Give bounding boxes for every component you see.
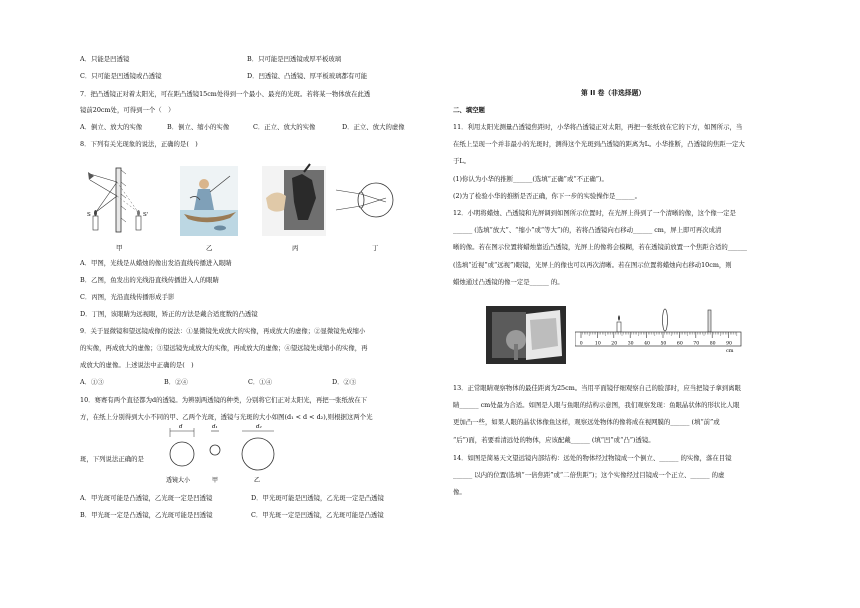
q9-option-a: A．①③ <box>80 378 104 386</box>
ruler-tick-label: 70 <box>693 341 700 347</box>
q13-stem-line2: 睛______ cm处最为合适。如图是人眼与鱼眼的结构示意图，我们观察发现：鱼眼晶状体的形状比人眼 <box>453 401 740 409</box>
q6-option-a: A．只能是凹透镜 <box>80 55 130 63</box>
q9-option-d: D．②③ <box>332 378 357 386</box>
q10-fig-lens-label: 透镜大小 <box>166 477 191 484</box>
q7-option-c: C．正立、放大的实像 <box>253 123 316 131</box>
q7-stem-line1: 7．把凸透镜正对着太阳光，可在距凸透镜15cm处得到一个最小、最亮的光斑。若将某一物体放在此透 <box>80 90 371 98</box>
q12-optical-bench-ruler <box>575 306 745 356</box>
q13-stem-line3: 更加凸一些，如果人眼的晶状体像鱼这样，观察远处物体的像将成在视网膜的______ (填“前”或 <box>453 418 720 426</box>
q8-fig-label-jia: 甲 <box>116 244 123 252</box>
q12-stem-line1: 12．小明将蜡烛、凸透镜和光屏调到如图所示位置时，在光屏上得到了一个清晰的像，这个像一定是 <box>453 209 736 217</box>
q8-fig-bing-hand-shadow-picture <box>262 164 326 236</box>
q10-option-a: A．甲光斑可能是凸透镜，乙光斑一定是凹透镜 <box>80 494 213 502</box>
q10-fig-jia-label: 甲 <box>212 477 219 484</box>
q11-part1: (1)你认为小华的推断______(选填“正确”或“不正确”)。 <box>453 175 608 183</box>
q12-screen <box>708 310 711 332</box>
q11-stem-line2: 在纸上呈现一个并非最小的光斑时，测得这个光斑到凸透镜的距离为L。小华推断，凸透镜的焦距一定大 <box>453 140 745 148</box>
q8-fig-label-yi: 乙 <box>206 244 213 252</box>
q12-stem-line5: 蜡烛通过凸透镜的像一定是______ 的。 <box>453 278 564 286</box>
q14-stem-line1: 14．如图是简易天文望远镜内部结构：远处的物体经过物镜成一个倒立、______ 的实像，落在目镜 <box>453 454 732 462</box>
q10-option-b: B．甲光斑一定是凸透镜，乙光斑可能是凹透镜 <box>80 511 213 519</box>
q10-fig-jia-spot <box>210 445 220 455</box>
q6-option-c: C．只可能是凹透镜或凸透镜 <box>80 72 162 80</box>
q12-stem-line4: (选填“近视”或“远视”)眼镜，光屏上的像也可以再次清晰。若在图示位置将蜡烛向右移动10cm，则 <box>453 261 732 269</box>
q11-stem-line3: 于L。 <box>453 157 471 165</box>
ruler-tick-label: 50 <box>660 341 667 347</box>
q14-stem-line3: 像。 <box>453 488 466 496</box>
q8-option-b: B．乙图，鱼发出的光线沿直线传播进入人的眼睛 <box>80 276 219 284</box>
q9-option-b: B．②④ <box>164 378 188 386</box>
q10-figure <box>162 424 297 486</box>
q10-stem-line3: 斑，下列说法正确的是 <box>80 455 144 463</box>
q8-option-a: A．甲图，光线是从蜡烛的像出发沿直线传播进入眼睛 <box>80 259 232 267</box>
ruler-unit-label: cm <box>726 348 734 354</box>
q8-fig-s-prime-label: S' <box>143 212 149 218</box>
q8-fig-jia-mirror-diagram <box>87 168 148 232</box>
q10-fig-d2-label: d₂ <box>256 424 262 430</box>
q6-option-b: B．只可能是凹透镜或厚平板玻璃 <box>247 55 342 63</box>
ruler-tick-label: 90 <box>726 341 732 347</box>
part-two-title: 第 II 卷（非选择题） <box>581 89 646 97</box>
q10-stem-line1: 10．赛赛有两个直径都为d的透镜。为辨别两透镜的种类，分别将它们正对太阳光，再把一张纸放在下 <box>80 396 368 404</box>
q11-stem-line1: 11．利用太阳光测量凸透镜焦距时，小华将凸透镜正对太阳，再把一张纸放在它的下方，如图所示，当 <box>453 123 743 131</box>
q9-stem-line2: 的实像，再成放大的虚像；③望远镜先成放大的实像，再成放大的虚像；④望远镜先成缩小的实像，再 <box>80 344 368 352</box>
q8-fig-label-ding: 丁 <box>372 244 379 252</box>
q8-fig-yi-fishing-picture <box>180 166 238 236</box>
q8-stem: 8．下列有关光现象的说法，正确的是( ) <box>80 140 198 148</box>
q12-candle <box>617 322 621 332</box>
ruler-tick-label: 80 <box>709 341 716 347</box>
ruler-tick-label: 20 <box>611 341 618 347</box>
q11-part2: (2)为了检验小华的推断是否正确，你下一步的实验操作是______。 <box>453 192 641 200</box>
q6-option-d: D．凹透镜、凸透镜、厚平板玻璃都有可能 <box>247 72 368 80</box>
q12-lens <box>663 309 668 331</box>
q14-stem-line2: ______ 以内的位置(选填“一倍焦距”或“二倍焦距”)；这个实像经过目镜成一个正立、______ 的虚 <box>453 471 725 479</box>
q10-fig-yi-spot <box>242 438 274 470</box>
q10-fig-d-label: d <box>179 424 183 430</box>
q7-stem-line2: 镜前20cm处，可得到一个（ ） <box>80 106 175 114</box>
q7-option-d: D．正立、放大的虚像 <box>342 123 405 131</box>
q13-stem-line4: “后”)面，若要看清远处的物体，应该配戴______ (填“凹”或“凸”)透镜。 <box>453 436 655 444</box>
q10-option-c: C．甲光斑一定是凹透镜，乙光斑可能是凸透镜 <box>251 511 384 519</box>
q10-stem-line2: 方，在纸上分别得到大小不同的甲、乙两个光斑，透镜与光斑的大小如图(d₁ < d < d₂),则根据这两个光 <box>80 413 373 421</box>
q8-option-c: C．丙图，光沿直线传播形成手影 <box>80 293 175 301</box>
q10-option-d: D．甲光斑可能是凹透镜，乙光斑一定是凸透镜 <box>251 494 384 502</box>
q9-stem-line1: 9．关于显微镜和望远镜成像的说法：①显微镜先成放大的实像，再成放大的虚像；②显微镜先成缩小 <box>80 327 366 335</box>
q8-fig-ding-eye-diagram <box>336 183 393 217</box>
ruler-tick-label: 40 <box>644 341 650 347</box>
ruler-tick-label: 0 <box>579 341 583 347</box>
q9-option-c: C．①④ <box>248 378 273 386</box>
q12-photo <box>486 306 566 364</box>
q8-fig-label-bing: 丙 <box>292 244 299 252</box>
q7-option-a: A．倒立、放大的实像 <box>80 123 143 131</box>
q12-stem-line3: 晰的像。若在图示位置将蜡烛靠近凸透镜，光屏上的像将会模糊，若在透镜前放置一个焦距合适的______ <box>453 243 747 251</box>
ruler-tick-label: 30 <box>627 341 634 347</box>
q10-fig-lens-circle <box>170 442 194 466</box>
q13-stem-line1: 13．正常眼睛观察物体的最佳距离为25cm。当用平面镜仔细观察自己的脸部时，应当把镜子拿到离眼 <box>453 384 741 392</box>
q7-option-b: B．倒立、缩小的实像 <box>167 123 230 131</box>
q10-fig-d1-label: d₁ <box>212 424 218 430</box>
ruler-tick-label: 10 <box>594 341 601 347</box>
q10-fig-yi-label: 乙 <box>254 477 261 484</box>
q8-option-d: D．丁图，该眼睛为远视眼，矫正的方法是戴合适度数的凸透镜 <box>80 310 258 318</box>
ruler-tick-label: 60 <box>676 341 683 347</box>
section-heading-fill-in: 二、填空题 <box>453 106 485 114</box>
q8-fig-s-label: S <box>87 212 91 218</box>
q12-stem-line2: ______ (选填“放大”、“缩小”或“等大”)的，若将凸透镜向右移动______ cm，屏上即可再次成清 <box>453 226 722 234</box>
q9-stem-line3: 成放大的虚像。上述说法中正确的是( ) <box>80 361 194 369</box>
q8-figure <box>80 158 410 254</box>
